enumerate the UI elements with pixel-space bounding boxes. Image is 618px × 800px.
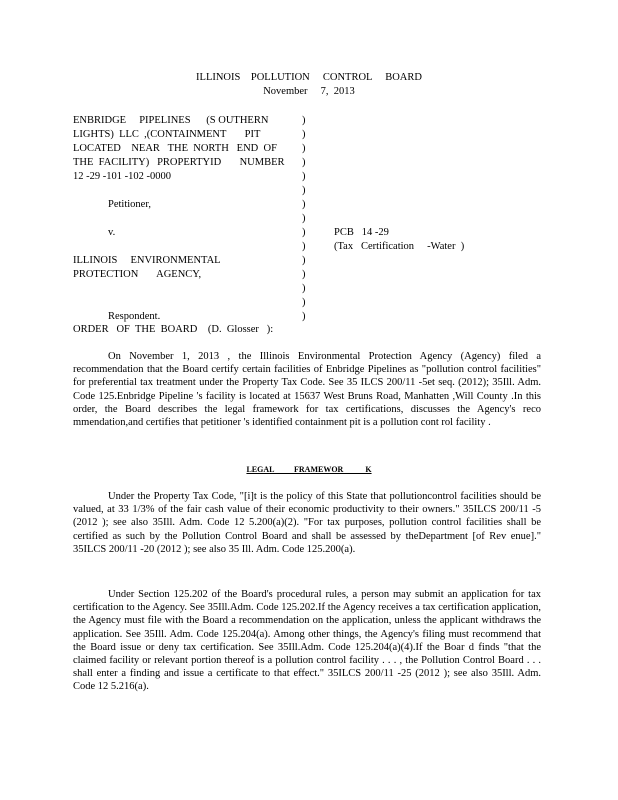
section-heading-legal-framework: LEGAL FRAMEWOR K [246, 465, 372, 474]
board-name: ILLINOIS POLLUTION CONTROL BOARD [196, 72, 422, 83]
paragraph-intro-text: On November 1, 2013 , the Illinois Environmental Protection Agency (Agency) filed a recommendation that the Board certify certain facilities of Enbridge Pipelines as "pollution control facilities" for preferential tax treatment under the Property Tax Code. See 35 ILCS 200/11 -5et seq. (2012); 35Ill. Adm. Code 125.Enbridge Pipeline 's facility is located at 15637 West Bruns Road, Manhatten ,Will County .In this order, the Board describes the legal framework for tax certifications, discusses the Agency's reco mmendation,and certifies that petitioner 's identified containment pit is a pollution cont rol facility . [73, 351, 541, 429]
caption-paren: ) [302, 227, 306, 238]
caption-paren: ) [302, 241, 306, 252]
caption-paren: ) [302, 311, 306, 322]
petitioner-name-line: ENBRIDGE PIPELINES (S OUTHERN [73, 115, 269, 126]
respondent-name-line: PROTECTION AGENCY, [73, 269, 202, 280]
case-caption-docket [334, 226, 464, 254]
paragraph-legal-framework-1 [73, 490, 541, 556]
caption-paren: ) [302, 115, 306, 126]
paragraph-legal-framework-2-text: Under Section 125.202 of the Board's procedural rules, a person may submit an application for tax certification to the Agency. See 35Ill.Adm. Code 125.202.If the Agency receives a tax certification application, the Agency must file with the Board a recommendation on the application, unless the applicant withdraws the application. See 35Ill. Adm. Code 125.204(a). Among other things, the Agency's filing must recommend that the Board issue or deny tax certification. See 35Ill.Adm. Code 125.204(a)(4).If the Boar d finds "that the claimed facility or relevant portion thereof is a pollution control facility . . . , the Pollution Control Board . . . shall enter a finding and issue a certificate to that effect." 35ILCS 200/11 -25 (2012 ); see also 35Ill. Adm. Code 12 5.216(a). [73, 589, 541, 693]
petitioner-name-line: 12 -29 -101 -102 -0000 [73, 171, 171, 182]
paragraph-intro [73, 350, 541, 429]
petitioner-label: Petitioner, [108, 199, 152, 210]
caption-paren: ) [302, 213, 306, 224]
order-heading: ORDER OF THE BOARD (D. Glosser ): [73, 324, 274, 335]
caption-paren: ) [302, 269, 306, 280]
paragraph-legal-framework-2 [73, 588, 541, 694]
caption-divider [302, 114, 306, 324]
petitioner-name-line: LOCATED NEAR THE NORTH END OF [73, 143, 277, 154]
paragraph-legal-framework-1-text: Under the Property Tax Code, "[i]t is the policy of this State that pollutioncontrol facilities should be valued, at 33 1/3% of the fair cash value of their economic productivity to their owners." 35ILCS 200/11 -5 (2012 ); see also 35Ill. Adm. Code 12 5.200(a)(2). "For tax purposes, pollution control facilities shall be certified as such by the Pollution Control Board and shall be assessed by theDepartment [of Rev enue]." 35ILCS 200/11 -20 (2012 ); see also 35 Ill. Adm. Code 125.200(a). [73, 491, 541, 555]
caption-paren: ) [302, 143, 306, 154]
caption-paren: ) [302, 297, 306, 308]
caption-paren: ) [302, 283, 306, 294]
respondent-name-line: ILLINOIS ENVIRONMENTAL [73, 255, 221, 266]
versus-label: v. [108, 227, 116, 238]
petitioner-name-line: LIGHTS) LLC ,(CONTAINMENT PIT [73, 129, 261, 140]
caption-paren: ) [302, 129, 306, 140]
caption-paren: ) [302, 199, 306, 210]
caption-paren: ) [302, 255, 306, 266]
case-caption-parties [73, 114, 298, 324]
caption-paren: ) [302, 157, 306, 168]
case-type: (Tax Certification -Water ) [334, 241, 465, 252]
order-date: November 7, 2013 [263, 86, 355, 97]
case-number: PCB 14 -29 [334, 227, 389, 238]
respondent-label: Respondent. [108, 311, 161, 322]
caption-paren: ) [302, 171, 306, 182]
petitioner-name-line: THE FACILITY) PROPERTYID NUMBER [73, 157, 285, 168]
caption-paren: ) [302, 185, 306, 196]
